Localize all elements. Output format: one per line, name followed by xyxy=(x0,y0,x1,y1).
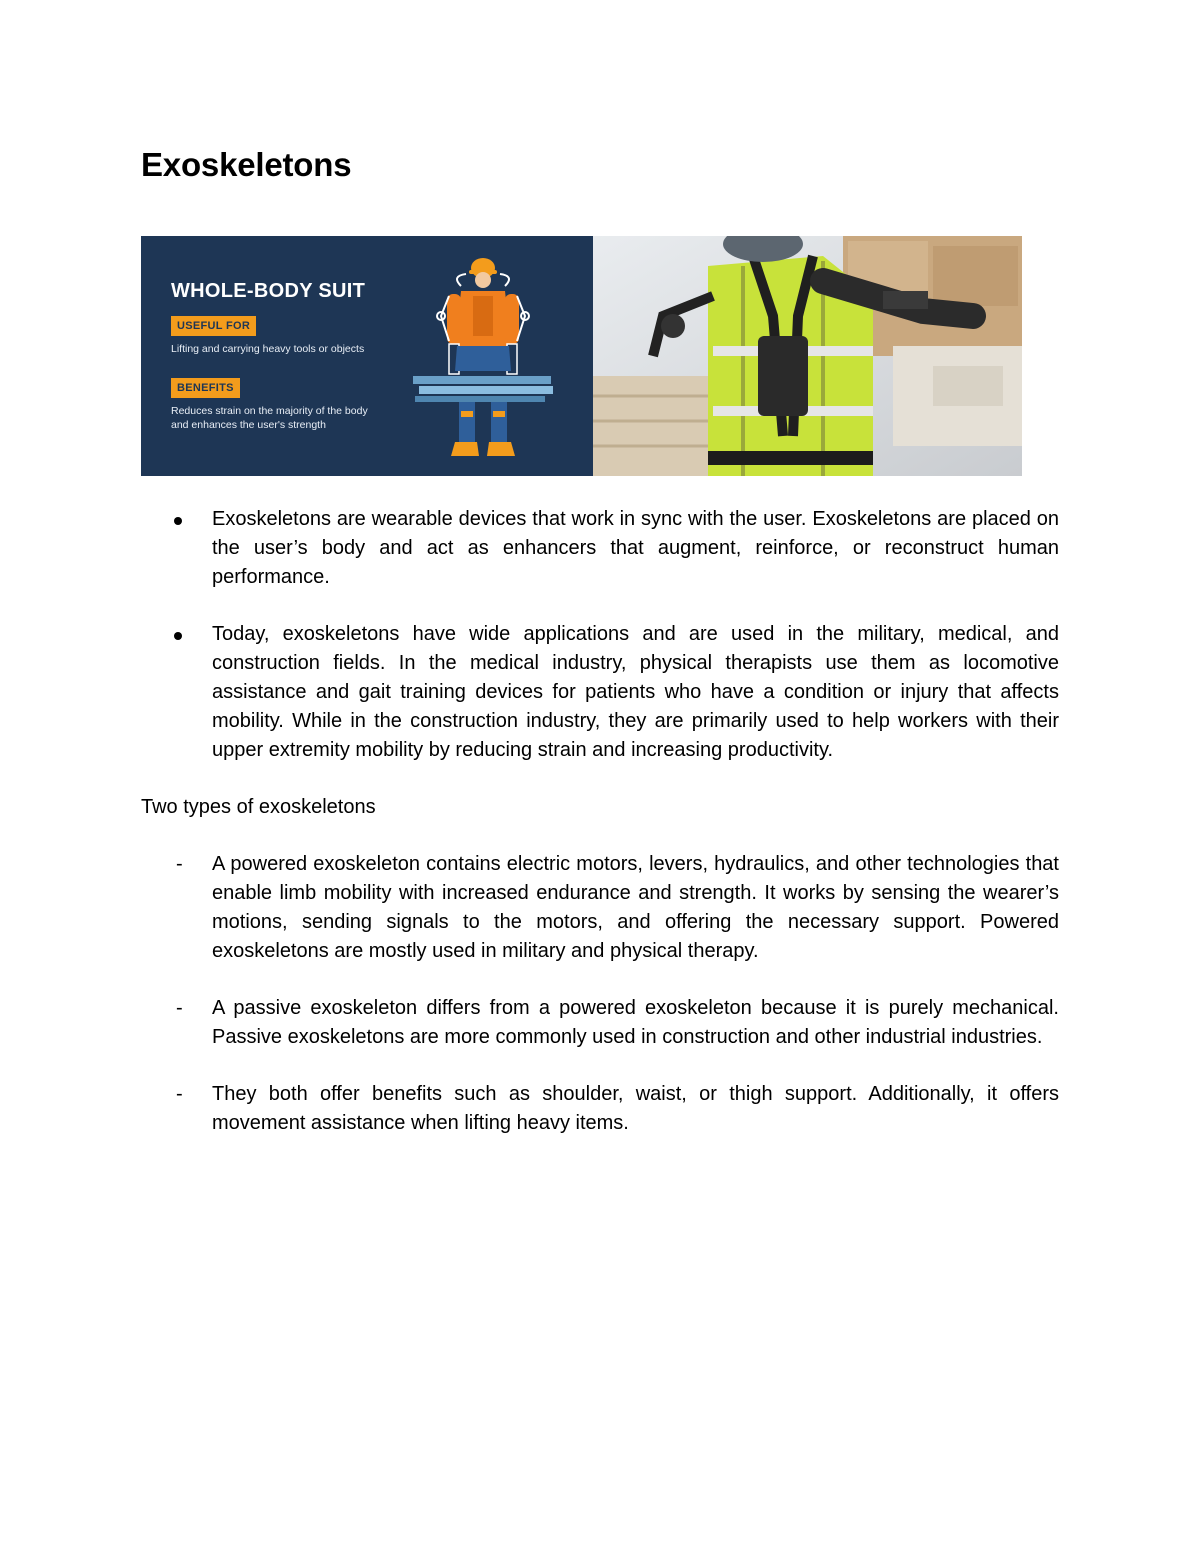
list-item-text: A passive exoskeleton differs from a powered exoskeleton because it is purely mechanical. Passive exoskeletons are more commonly used in construction and other industrial industries. xyxy=(212,997,1059,1048)
types-heading: Two types of exoskeletons xyxy=(141,796,376,818)
useful-for-text: Lifting and carrying heavy tools or objects xyxy=(171,343,365,355)
whole-body-suit-infographic xyxy=(141,236,593,476)
worker-wearing-exoskeleton-photo xyxy=(593,236,1022,476)
document-body xyxy=(141,505,1059,1166)
types-dash-list xyxy=(141,850,1059,1138)
bullet-icon xyxy=(174,632,182,640)
exoskeleton-banner-image xyxy=(141,236,1022,476)
list-item-text: They both offer benefits such as shoulder, waist, or thigh support. Additionally, it offers movement assistance when lifting heavy items. xyxy=(212,1083,1059,1134)
bullet-icon xyxy=(174,517,182,525)
list-item xyxy=(141,994,1059,1052)
list-item xyxy=(141,505,1059,592)
useful-for-tag: USEFUL FOR xyxy=(171,316,256,336)
benefits-text: Reduces strain on the majority of the body and enhances the user's strength xyxy=(171,405,368,431)
intro-bullet-list xyxy=(141,505,1059,765)
dash-marker: - xyxy=(176,1083,183,1105)
list-item xyxy=(141,850,1059,966)
dash-marker: - xyxy=(176,997,183,1019)
page-title: Exoskeletons xyxy=(141,146,352,183)
infographic-heading: WHOLE-BODY SUIT xyxy=(171,280,366,302)
list-item xyxy=(141,620,1059,765)
worker-exoskeleton-illustration xyxy=(411,246,556,466)
dash-marker: - xyxy=(176,853,183,875)
list-item-text: A powered exoskeleton contains electric motors, levers, hydraulics, and other technologies that enable limb mobility with increased endurance and strength. It works by sensing the wearer’s motions, sending signals to the motors, and offering the necessary support. Powered exoskeletons are mostly used in military and physical therapy. xyxy=(212,853,1059,962)
list-item-text: Today, exoskeletons have wide applications and are used in the military, medical, and construction fields. In the medical industry, physical therapists use them as locomotive assistance and gait training devices for patients who have a condition or injury that affects mobility. While in the construction industry, they are primarily used to help workers with their upper extremity mobility by reducing strain and increasing productivity. xyxy=(212,623,1059,761)
list-item-text: Exoskeletons are wearable devices that work in sync with the user. Exoskeletons are placed on the user’s body and act as enhancers that augment, reinforce, or reconstruct human performance. xyxy=(212,508,1059,588)
list-item xyxy=(141,1080,1059,1138)
benefits-tag: BENEFITS xyxy=(171,378,240,398)
